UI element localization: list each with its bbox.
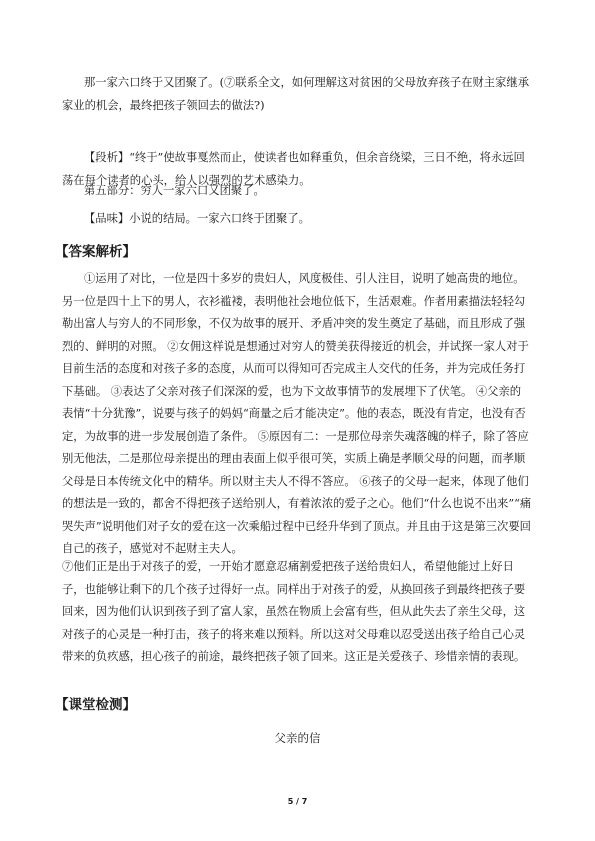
page-number: 5 / 7 (287, 797, 308, 806)
answer-heading: 【答案解析】 (55, 244, 136, 260)
test-heading: 【课堂检测】 (55, 697, 136, 713)
passage-paragraph-2: 【段析】“终于”使故事戛然而止，使读者也如释重负，但余音绕梁，三日不绝，将永远回荡在每个读者的心头，给人以强烈的艺术感染力。 (62, 151, 525, 187)
passage-paragraph-4: 【品味】小说的结局。一家六口终于团聚了。 (84, 212, 310, 225)
passage-paragraph-3: 第五部分：穷人一家六口又团聚了。 (84, 184, 265, 197)
test-title: 父亲的信 (274, 731, 321, 745)
answer-text-7: ⑦他们正是出于对孩子的爱，一开始才愿意忍痛割爱把孩子送给贵妇人，希望他能过上好日子，也能够让剩下的几个孩子过得好一点。同样出于对孩子的爱，从换回孩子到最终把孩子要回来，因为他们认识到孩子到了富人家，虽然在物质上会富有些，但从此失去了亲生父母，这对孩子的心灵是一种打击，孩子的将来难以预料。所以这对父母难以忍受送出孩子给自己心灵带来的负疚感，担心孩子的前途，最终把孩子领了回来。这正是关爱孩子、珍惜亲情的表现。 (62, 560, 526, 663)
answer-text: ①运用了对比，一位是四十多岁的贵妇人，风度极佳、引人注目，说明了她高贵的地位。另一位是四十上下的男人，衣衫褴褛，表明他社会地位低下，生活艰难。作者用素描法轻轻勾勒出富人与穷人的不同形象，不仅为故事的展开、矛盾冲突的发生奠定了基础，而且形成了强烈的、鲜明的对照。 ②女佣这样说是想通过对穷人的赞美获得接近的机会，并试探一家人对于目前生活的态度和对孩子多的态度，从而可以得知可否完成主人交代的任务，并为完成任务打下基础。 ③表达了父亲对孩子们深深的爱，也为下文故事情节的发展埋下了伏笔。 ④父亲的表情“十分犹豫”，说要与孩子的妈妈“商量之后才能决定”。他的表态，既没有肯定，也没有否定，为故事的进一步发展创造了条件。 ⑤原因有二：一是那位母亲失魂落魄的样子，除了答应别无他法，二是那位母亲提出的理由表面上似乎很可笑，实质上确是孝顺父母的问题，而孝顺父母是日本传统文化中的精华。所以财主夫人不得不答应。 ⑥孩子的父母一起来，体现了他们的想法是一致的，都舍不得把孩子送给别人，有着浓浓的爱子之心。他们“什么也说不出来”“痛哭失声”说明他们对子女的爱在这一次乘船过程中已经升华到了顶点。并且由于这是第三次要回自己的孩子，感觉对不起财主夫人。 (62, 272, 532, 555)
passage-paragraph-1: 那一家六口终于又团聚了。(⑦联系全文，如何理解这对贫困的父母放弃孩子在财主家继承家业的机会，最终把孩子领回去的做法?) (62, 76, 529, 112)
